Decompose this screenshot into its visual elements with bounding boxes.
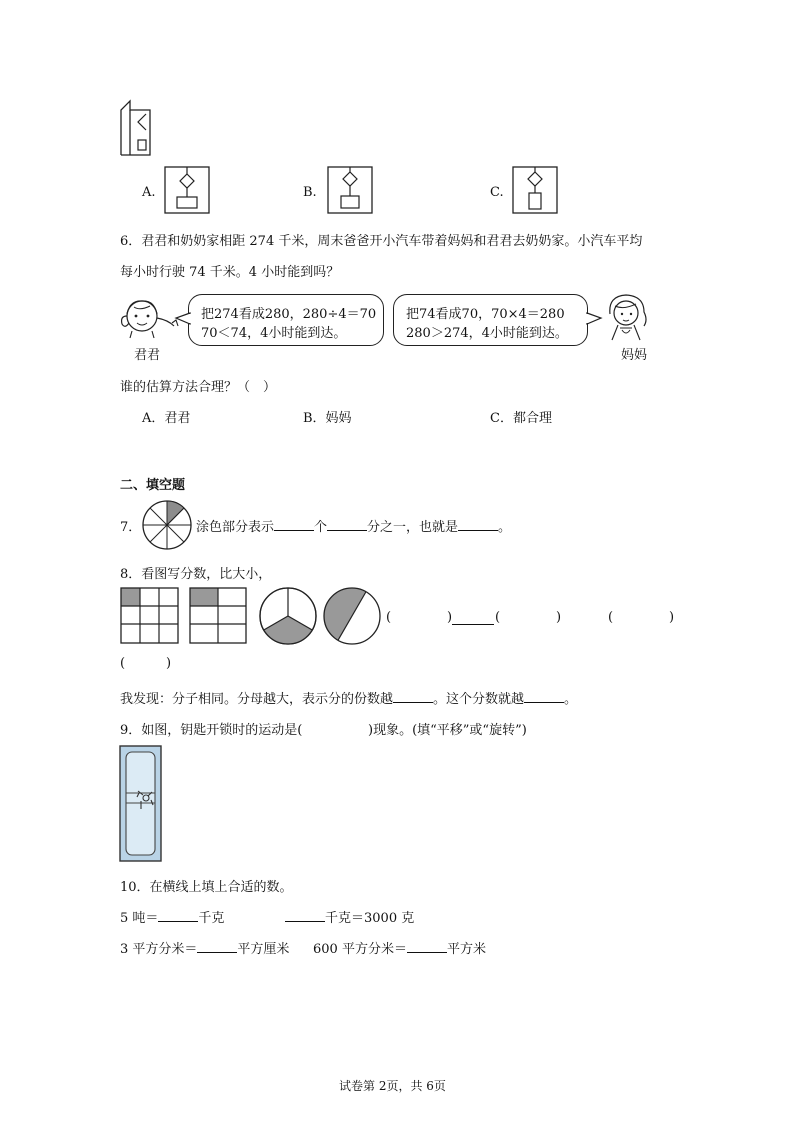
q10-row-2-right <box>313 938 486 957</box>
q8-finding <box>120 688 577 707</box>
q10-r1b: 千克 <box>198 911 225 926</box>
q6-text-line2: 每小时行驶 74 千米。4 小时能到吗？ <box>120 265 340 280</box>
mama-label: 妈妈 <box>621 348 648 363</box>
q10-blank-1[interactable] <box>158 909 198 922</box>
q8-finding-b: 。这个分数就越 <box>433 692 525 707</box>
q7-text-b: 个 <box>314 520 328 535</box>
q7-blank-1[interactable] <box>274 518 314 531</box>
q7-blank-3[interactable] <box>458 518 498 531</box>
section-title: 二、填空题 <box>120 478 186 493</box>
q10-r2d: 平方米 <box>446 942 486 957</box>
q7-text-a: 涂色部分表示 <box>196 520 275 535</box>
q8-grid-figure-1 <box>120 587 180 645</box>
q6-option-a: A．君君 <box>142 411 191 426</box>
q9-text-b: )现象。(填“平移”或“旋转”) <box>368 723 527 738</box>
q10-title: 10．在横线上填上合适的数。 <box>120 880 293 895</box>
q10-r1a: 5 吨＝ <box>120 911 159 926</box>
q8-paren-3-close: ) <box>669 610 675 625</box>
q7-text-d: 。 <box>498 520 512 535</box>
q8-paren-1-close: ) <box>447 610 453 625</box>
q10-blank-4[interactable] <box>407 940 447 953</box>
q9-text-a: 9．如图，钥匙开锁时的运动是( <box>120 723 303 738</box>
q10-blank-3[interactable] <box>197 940 237 953</box>
q10-r2c: 600 平方分米＝ <box>313 942 407 957</box>
q8-paren-1-open: ( <box>386 610 392 625</box>
q8-circle-half-figure <box>322 586 382 646</box>
q5-option-a-figure <box>164 166 210 214</box>
q7-pie-figure <box>139 499 195 551</box>
q5-option-c-figure <box>512 166 558 214</box>
q10-row-2 <box>120 938 289 957</box>
q8-paren-2-close: ) <box>556 610 562 625</box>
q6-text-line1: 6．君君和奶奶家相距 274 千米，周末爸爸开小汽车带着妈妈和君君去奶奶家。小汽车平均 <box>120 234 643 249</box>
mama-speech-bubble <box>393 294 588 346</box>
q10-row-1-right <box>285 907 414 926</box>
mama-character <box>600 292 658 344</box>
q10-r2a: 3 平方分米＝ <box>120 942 198 957</box>
q8-finding-c: 。 <box>564 692 578 707</box>
q10-row-1-left <box>120 907 224 926</box>
q5-option-a-letter: A. <box>142 185 156 200</box>
q5-option-b-letter: B. <box>303 185 317 200</box>
q7-number: 7． <box>120 520 142 535</box>
q7-sentence <box>196 516 511 535</box>
mama-speech-line1: 把74看成70，70×4＝280 <box>406 307 565 322</box>
q8-finding-blank-2[interactable] <box>524 690 564 703</box>
q8-title: 8．看图写分数，比大小， <box>120 567 272 582</box>
q8-finding-blank-1[interactable] <box>393 690 433 703</box>
q8-paren-4-open: ( <box>120 656 126 671</box>
q8-finding-a: 我发现：分子相同。分母越大，表示分的份数越 <box>120 692 394 707</box>
q8-paren-4-close: ) <box>166 656 172 671</box>
junjun-speech-line1: 把274看成280，280÷4＝70 <box>201 307 377 322</box>
junjun-speech-line2: 70＜74，4小时能到达。 <box>201 326 347 341</box>
q8-paren-3-open: ( <box>608 610 614 625</box>
q7-text-c: 分之一，也就是 <box>367 520 459 535</box>
junjun-label: 君君 <box>134 348 161 363</box>
door-lock-figure <box>119 745 163 863</box>
junjun-speech-bubble <box>188 294 384 346</box>
q5-option-c-letter: C. <box>490 185 504 200</box>
q5-option-b-figure <box>327 166 373 214</box>
q6-question: 谁的估算方法合理？（ ） <box>120 380 277 395</box>
q6-option-b: B．妈妈 <box>303 411 352 426</box>
q10-r2b: 平方厘米 <box>237 942 290 957</box>
q10-blank-2[interactable] <box>285 909 325 922</box>
q8-compare-blank[interactable] <box>452 612 494 625</box>
mama-speech-line2: 280＞274，4小时能到达。 <box>406 326 568 341</box>
page-footer: 试卷第 2页，共 6页 <box>339 1079 446 1093</box>
q8-circle-thirds-figure <box>258 586 318 646</box>
q8-paren-2-open: ( <box>495 610 501 625</box>
bubble1-tail <box>175 312 191 326</box>
q8-grid-figure-2 <box>189 587 249 645</box>
q6-option-c: C．都合理 <box>490 411 552 426</box>
folded-paper-figure <box>118 100 158 158</box>
q10-r1c: 千克＝3000 克 <box>325 911 415 926</box>
q7-blank-2[interactable] <box>327 518 367 531</box>
